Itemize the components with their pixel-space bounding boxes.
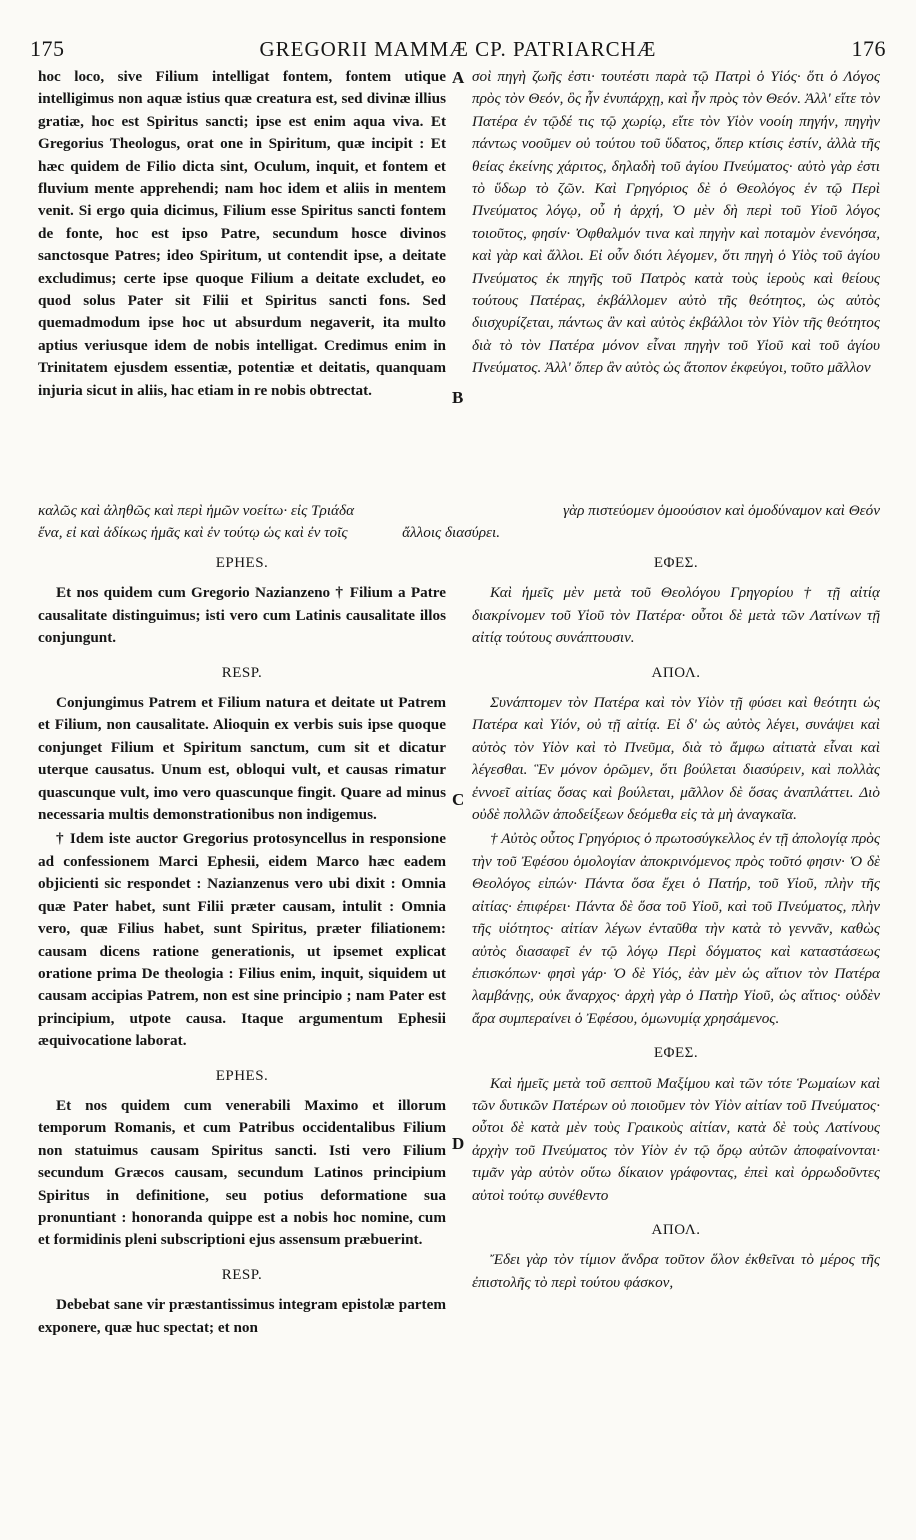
latin-paragraph-4: † Idem iste auctor Gregorius protosyncellus in responsione ad confessionem Marci Ephesii, eidem Marco hæc eadem objicienti sic respondet : Nazianzenus vero ubi dixit : Omnia quæ Pater habet, sunt Filii præter causam, intulit : Omnia vero, quæ Filius habet, sunt Spiritus, præter filiationem: causam dicens ratione generationis, ut ipsemet explicat oratione prima De theologia : Filius enim, inquit, siquidem ut causam accipias Patrem, non est sine principio ; nam Pater est principium, utpote causa. Itaque argumentum Ephesii æquivocatione laborat. [38, 830, 446, 1050]
latin-paragraph-2: Et nos quidem cum Gregorio Nazianzeno † Filium a Patre causalitate distinguimus; isti vero cum Latinis causalitate illos conjungunt. [38, 584, 446, 647]
latin-column-lower [38, 540, 446, 1530]
spanning-greek-lines [38, 500, 880, 545]
margin-letter-c: C [452, 790, 465, 809]
latin-paragraph-3: Conjungimus Patrem et Filium natura et deitate ut Patrem et Filium, non causalitate. Alioquin ex verbis suis ipse quoque conjunget Filium et Spiritum sanctum, cum sit et dicatur uterque causatus. Unum est, obloqui vult, et causas rimatur quascunque vult, imo vero quascunque fingit. Quare ad minus necessaria multis demonstrationibus non indigemus. [38, 694, 446, 824]
running-title: GREGORII MAMMÆ CP. PATRIARCHÆ [259, 37, 657, 61]
page-number-right: 176 [851, 36, 886, 61]
greek-paragraph-5: Καὶ ἡμεῖς μετὰ τοῦ σεπτοῦ Μαξίμου καὶ τῶν τότε Ῥωμαίων καὶ τῶν δυτικῶν Πατέρων οὐ ποιοῦμεν τὸν Υἱὸν αἰτίαν τοῦ Πνεύματος· οὗτοι δὲ κατὰ μὲν τοὺς Γραικοὺς αἰτίαν, κατὰ δὲ τοὺς Λατίνους ἀρχὴν τοῦ Πνεύματος τὸν Υἱὸν ἐν τῷ ὅρῳ αὐτῶν ἀποφαίνονται· τιμᾶν γὰρ αὐτὸν οὕτω δίκαιον γράφοντας, ἐπεὶ καὶ ὀρρωδοῦντες αὐτοὶ τούτῳ συνέθεντο [472, 1074, 880, 1204]
running-header [30, 36, 886, 66]
span-line-1-left: καλῶς καὶ ἀληθῶς καὶ περὶ ἡμῶν νοείτω· εἰς Τριάδα [38, 502, 355, 519]
margin-letter-b: B [452, 388, 464, 407]
latin-paragraph-6: Debebat sane vir præstantissimus integram epistolæ partem exponere, quæ huc spectat; et non [38, 1296, 446, 1336]
greek-paragraph-6: Ἔδει γὰρ τὸν τίμιον ἄνδρα τοῦτον ὅλον ἐκθεῖναι τὸ μέρος τῆς ἐπιστολῆς τὸ περὶ τούτου φάσκον, [472, 1251, 880, 1291]
span-line-1-right: γὰρ πιστεύομεν ὁμοούσιον καὶ ὁμοδύναμον καὶ Θεόν [563, 502, 880, 519]
margin-letter-d: D [452, 1134, 465, 1153]
latin-paragraph-1: hoc loco, sive Filium intelligat fontem, fontem utique intelligimus non aquæ istius quæ creatura est, sed divinæ illius gratiæ, hoc est Spiritus sancti; ipse est enim aqua viva. Et Gregorius Theologus, orat one in Spiritum, quæ incipit : Et hæc quidem de Filio dicta sint, Oculum, inquit, et fontem et fluvium mente apprehendi; nam hoc idem et aliis in mentem venit. Si ergo quia dicimus, Filium esse Spiritus sancti fontem de fonte, hoc est ipso Patre, secundum hosce divinos sanctosque Patres; ideo Spiritum, ut contendit ipse, a deitate excludimus; certe ipse quoque Filium a deitate excludet, eo quod solus Pater sit Filii et Spiritus sancti fons. Sed quemadmodum ipse hoc ut absurdum negaverit, ita multo aptius veriusque idem de nobis intelligat. Credimus enim in Trinitatem ejusdem essentiæ, potentiæ et deitatis, quanquam injuria sicut in aliis, hac etiam in re nobis obtrectat. [38, 68, 446, 399]
greek-paragraph-3: Συνάπτομεν τὸν Πατέρα καὶ τὸν Υἱὸν τῇ φύσει καὶ θεότητι ὡς Πατέρα καὶ Υἱόν, οὐ τῇ αἰτίᾳ. Εἰ δ' ὡς αὐτὸς λέγει, συνάψει καὶ αὐτὸς τὸν Υἱὸν καὶ τὸ Πνεῦμα, διὰ τὸ ἄμφω αἰτιατὰ εἶναι καὶ λέγεσθαι. Ἓν μόνον ὁρῶμεν, ὅτι βούλεται διασύρειν, καὶ πολλὰς ἐννοεῖ αἰτίας ὅσας καὶ βούλεται, μᾶλλον δὲ ὅσας ἀναπλάττει. Διὸ οὐδὲ πολλῶν ἀποδείξεων δεόμεθα εἰς τὰ μὴ ἀναγκαῖα. [472, 694, 880, 824]
greek-paragraph-2: Καὶ ἡμεῖς μὲν μετὰ τοῦ Θεολόγου Γρηγορίου † τῇ αἰτίᾳ διακρίνομεν τοῦ Υἱοῦ τὸν Πατέρα· οὗτοι δὲ μετὰ τῶν Λατίνων τῇ αἰτίᾳ τούτους συνάπτουσιν. [472, 584, 880, 647]
heading-resp-2: RESP. [221, 1266, 263, 1283]
greek-paragraph-4: † Αὐτὸς οὗτος Γρηγόριος ὁ πρωτοσύγκελλος ἐν τῇ ἀπολογίᾳ πρὸς τὴν τοῦ Ἐφέσου ὁμολογίαν ἀποκρινόμενος πρὸς τοῦτό φησιν· Ὁ δὲ Θεολόγος εἰπών· Πάντα ὅσα ἔχει ὁ Πατήρ, τοῦ Υἱοῦ, πλὴν τῆς αἰτίας· ἐπιφέρει· Πάντα δὲ ὅσα τοῦ Υἱοῦ, καὶ τοῦ Πνεύματος, πλὴν τῆς υἱότητος· αἰτίαν λέγων ἐνταῦθα τὴν κατὰ τὸ γεννᾶν, καθὼς αὐτὸς διασαφεῖ ἐν τῷ λόγῳ Περὶ δόγματος καὶ καταστάσεως ἐπισκόπων· φησὶ γάρ· Ὁ δὲ Υἱός, ἐὰν μὲν ὡς αἴτιον τὸν Πατέρα λαμβάνῃς, οὐκ ἄναρχος· ἀρχὴ γὰρ ὁ Πατὴρ Υἱοῦ, ὡς αἴτιος· οὐδὲν ἄρα συμπεραίνει ὁ Ἐφέσου, ὁμωνυμίᾳ χρησάμενος. [472, 830, 880, 1027]
heading-resp-1: RESP. [221, 664, 263, 681]
greek-column-lower [472, 540, 880, 1530]
heading-ephes-greek-2: ΕΦΕΣ. [653, 1045, 699, 1062]
latin-column-upper [38, 66, 446, 498]
heading-ephes-1: EPHES. [215, 555, 269, 571]
span-line-2-right: ἄλλοις διασύρει. [402, 524, 500, 542]
heading-ephes-2: EPHES. [215, 1067, 269, 1084]
page-number-left: 175 [30, 36, 65, 61]
latin-paragraph-5: Et nos quidem cum venerabili Maximo et illorum temporum Romanis, et cum Patribus occidentalibus Filium non statuimus causam Spiritus sancti. Isti vero Filium secundum Græcos causam, secundum Latinos principium Spiritus in definitione, seu potius deformatione sua pronuntiant : honoranda quippe est a nobis hoc nomine, cum et formidinis pleni subscriptioni ejus assensum præbuerint. [38, 1096, 446, 1249]
greek-paragraph-1: σοὶ πηγὴ ζωῆς ἐστι· τουτέστι παρὰ τῷ Πατρὶ ὁ Υἱός· ὅτι ὁ Λόγος πρὸς τὸν Θεόν, ὃς ἦν ἐνυπάρχῃ, καὶ ἦν πρὸς τὸν Θεόν. Ἀλλ' εἴτε τὸν Πατέρα ἐν τῷδέ τις τῷ χωρίῳ, εἴτε τὸν Υἱὸν νοοίη πηγήν, πηγὴν πάντως νοοῦμεν οὐ τούτου τοῦ ὕδατος, ὅπερ κτίσις ἐστίν, ἀλλὰ τῆς θείας ἐκείνης χάριτος, δηλαδὴ τοῦ ἁγίου Πνεύματος· αὐτὸ γὰρ ἐστι τὸ ὕδωρ τὸ ζῶν. Καὶ Γρηγόριος δὲ ὁ Θεολόγος ἐν τῷ Περὶ Πνεύματος λόγῳ, οὗ ἡ ἀρχή, Ὁ μὲν δὴ περὶ τοῦ Υἱοῦ λόγος τοιοῦτος, φησίν· Ὀφθαλμόν τινα καὶ πηγὴν καὶ ποταμὸν ἐνενόησα, καὶ γὰρ καὶ ἄλλοι. Εἰ οὖν διότι λέγομεν, ὅτι πηγὴ ὁ Υἱὸς τοῦ ἁγίου Πνεύματος ἐκ πηγῆς τοῦ Πατρὸς κατὰ τοὺς ἱεροὺς καὶ θείους τούτους Πατέρας, ἐκβάλλομεν αὐτὸ τῆς θεότητος, ὡς αὐτὸς διισχυρίζεται, πάντως ἂν καὶ αὐτὸς ἐκβάλλοι τὸν Υἱὸν τῆς θεότητος διὰ τὸ τὸν Πατέρα μόνον εἶναι πηγὴν τοῦ Υἱοῦ καὶ τοῦ ἁγίου Πνεύματος. Ἀλλ' ὅπερ ἂν αὐτὸς ὡς ἄτοπον ἐκφεύγοι, τοῦτο μᾶλλον [472, 68, 880, 377]
heading-apol-2: ΑΠΟΛ. [651, 1221, 701, 1238]
greek-column-upper [472, 66, 880, 498]
heading-apol-1: ΑΠΟΛ. [651, 664, 701, 681]
margin-letter-a: A [452, 68, 465, 87]
span-line-2-left: ἕνα, εἰ καὶ ἀδίκως ἡμᾶς καὶ ἐν τούτῳ ὡς καὶ ἐν τοῖς [38, 524, 348, 542]
heading-ephes-greek-1: ΕΦΕΣ. [653, 555, 699, 571]
